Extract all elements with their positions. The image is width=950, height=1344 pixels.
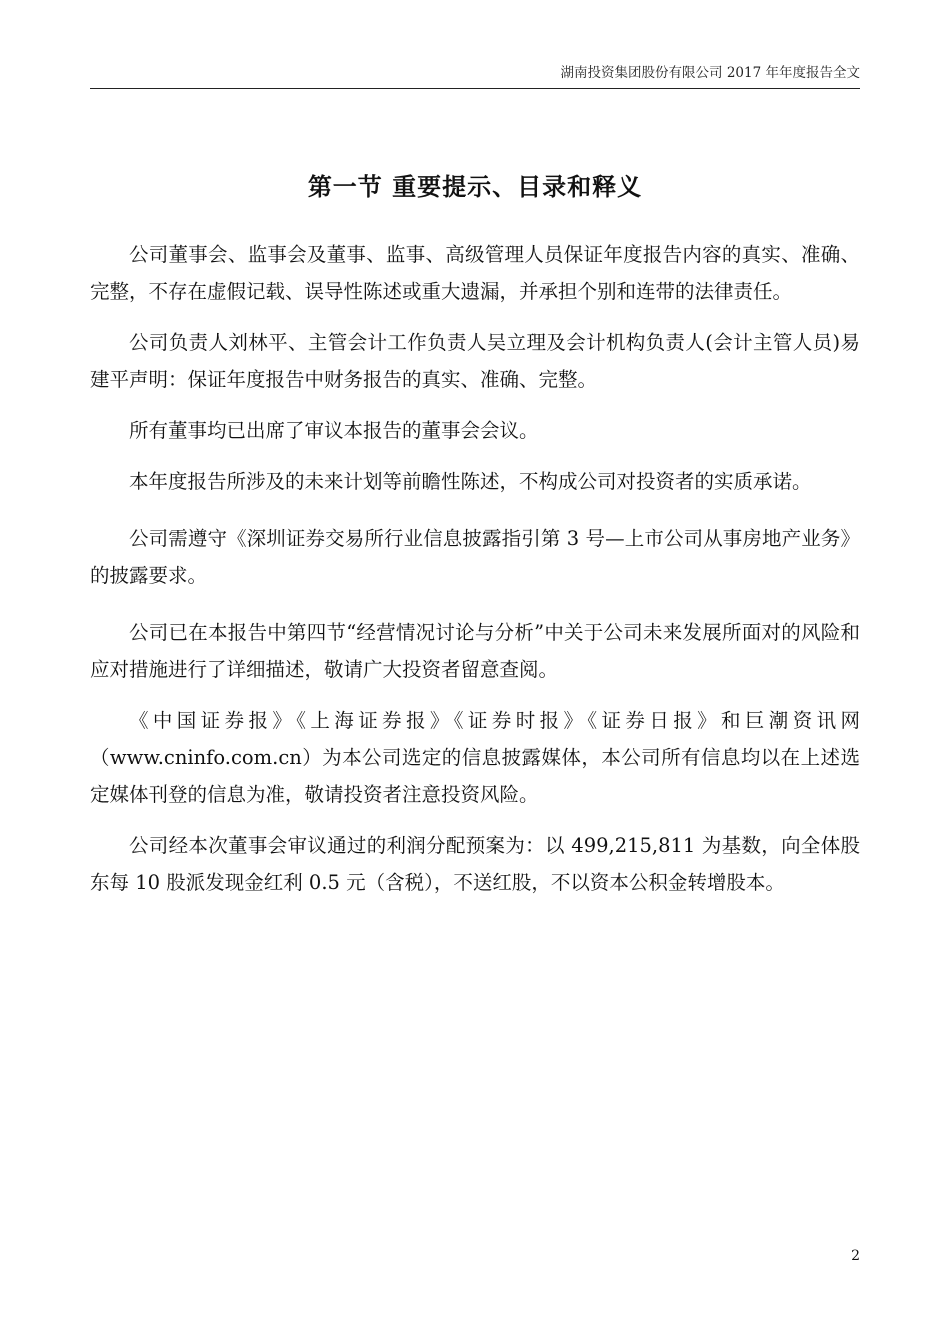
page-number: 2 — [851, 1248, 860, 1264]
paragraph-disclosure-media: 《中国证券报》《上海证券报》《证券时报》《证券日报》和巨潮资讯网（www.cninfo.com.cn）为本公司选定的信息披露媒体，本公司所有信息均以在上述选定媒体刊登的信息为准，敬请投资者注意投资风险。 — [90, 709, 860, 806]
header-title: 湖南投资集团股份有限公司 2017 年年度报告全文 — [560, 65, 860, 81]
paragraph-risk-notice: 公司已在本报告中第四节“经营情况讨论与分析”中关于公司未来发展所面对的风险和应对措施进行了详细描述，敬请广大投资者留意查阅。 — [90, 621, 860, 681]
paragraph-directors-attendance: 所有董事均已出席了审议本报告的董事会会议。 — [129, 419, 539, 442]
paragraph-disclosure-guideline: 公司需遵守《深圳证券交易所行业信息披露指引第 3 号—上市公司从事房地产业务》的披露要求。 — [90, 527, 860, 587]
section-title: 第一节 重要提示、目录和释义 — [307, 172, 643, 202]
page-header — [90, 62, 860, 89]
paragraph-board-guarantee: 公司董事会、监事会及董事、监事、高级管理人员保证年度报告内容的真实、准确、完整，不存在虚假记载、误导性陈述或重大遗漏，并承担个别和连带的法律责任。 — [90, 243, 860, 303]
body-text — [90, 236, 860, 915]
paragraph-forward-looking: 本年度报告所涉及的未来计划等前瞻性陈述，不构成公司对投资者的实质承诺。 — [129, 470, 812, 493]
paragraph-responsible-persons: 公司负责人刘林平、主管会计工作负责人吴立理及会计机构负责人(会计主管人员)易建平声明：保证年度报告中财务报告的真实、准确、完整。 — [90, 331, 860, 391]
paragraph-profit-distribution: 公司经本次董事会审议通过的利润分配预案为：以 499,215,811 为基数，向全体股东每 10 股派发现金红利 0.5 元（含税），不送红股，不以资本公积金转增股本。 — [90, 834, 860, 894]
